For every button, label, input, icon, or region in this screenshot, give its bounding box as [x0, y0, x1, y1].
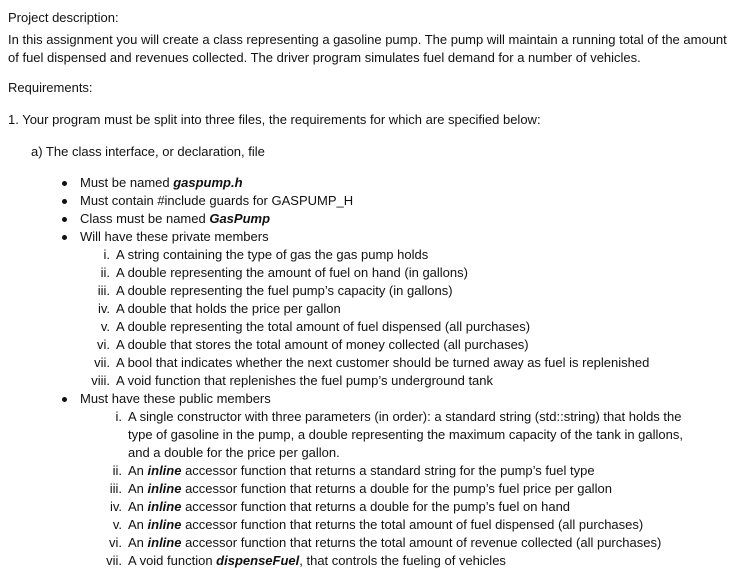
- intro-paragraph: In this assignment you will create a class representing a gasoline pump. The pump will maintain a running total of the amount of fuel dispensed and revenues collected. The driver program simulates fuel demand for a number of vehicles.: [8, 32, 727, 65]
- bullet-3-text: Class must be named: [80, 211, 210, 226]
- bullet-dot: [62, 217, 67, 222]
- private-member-text: A double representing the total amount of fuel dispensed (all purchases): [116, 319, 531, 334]
- private-member-number: viii.: [91, 373, 110, 388]
- bullet-2: Must contain #include guards for GASPUMP_H: [80, 193, 354, 208]
- public-member-number: vi.: [109, 535, 122, 550]
- private-member-text: A string containing the type of gas the gas pump holds: [116, 247, 429, 262]
- keyword: inline: [147, 517, 182, 532]
- bullet-dot: [62, 181, 67, 186]
- private-member-number: ii.: [100, 265, 110, 280]
- text-segment: accessor function that returns the total amount of fuel dispensed (all purchases): [181, 517, 644, 532]
- public-member-text: type of gasoline in the pump, a double representing the maximum capacity of the tank in gallons,: [128, 427, 683, 442]
- bullet-1: [80, 174, 243, 192]
- class-name: GasPump: [209, 211, 271, 226]
- public-member-number: vii.: [106, 553, 122, 568]
- private-member-text: A double representing the amount of fuel on hand (in gallons): [116, 265, 468, 280]
- heading: Project description:: [8, 10, 119, 25]
- private-member-number: v.: [100, 319, 110, 334]
- bullet-dot: [62, 199, 67, 204]
- bullet-dot: [62, 235, 67, 240]
- text-segment: accessor function that returns the total amount of revenue collected (all purchases): [181, 535, 662, 550]
- public-member-text: [128, 498, 570, 516]
- private-member-text: A bool that indicates whether the next customer should be turned away as fuel is replenished: [116, 355, 650, 370]
- file-name: gaspump.h: [173, 175, 243, 190]
- public-member-number: iii.: [109, 481, 122, 496]
- public-member-text: [128, 534, 661, 552]
- bullet-1-text: Must be named: [80, 175, 174, 190]
- private-member-number: iii.: [97, 283, 110, 298]
- private-member-number: vi.: [97, 337, 110, 352]
- keyword: inline: [147, 499, 182, 514]
- bullet-3: [80, 210, 270, 228]
- private-member-text: A void function that replenishes the fuel pump’s underground tank: [116, 373, 494, 388]
- bullet-4: Will have these private members: [80, 229, 269, 244]
- public-member-number: ii.: [112, 463, 122, 478]
- text-segment: accessor function that returns a double for the pump’s fuel on hand: [181, 499, 571, 514]
- keyword: inline: [147, 535, 182, 550]
- text-segment: accessor function that returns a standard string for the pump’s fuel type: [181, 463, 595, 478]
- text-segment: An: [128, 517, 148, 532]
- public-member-number: i.: [115, 409, 122, 424]
- private-member-number: i.: [103, 247, 110, 262]
- public-member-text: A single constructor with three parameters (in order): a standard string (std::string) that holds the: [128, 409, 682, 424]
- public-member-text: [128, 552, 506, 570]
- text-segment: An: [128, 499, 148, 514]
- public-member-text: and a double for the price per gallon.: [128, 445, 340, 460]
- public-member-text: [128, 462, 595, 480]
- text-segment: An: [128, 535, 148, 550]
- public-member-number: iv.: [109, 499, 122, 514]
- text-segment: accessor function that returns a double for the pump’s fuel price per gallon: [181, 481, 612, 496]
- requirements-heading: Requirements:: [8, 80, 93, 95]
- bullet-dot: [62, 397, 67, 402]
- keyword: dispenseFuel: [216, 553, 300, 568]
- public-member-text: [128, 516, 643, 534]
- public-member-text: [128, 480, 612, 498]
- bullet-5: Must have these public members: [80, 391, 271, 406]
- private-member-text: A double that stores the total amount of money collected (all purchases): [116, 337, 529, 352]
- requirement-item-1: 1. Your program must be split into three files, the requirements for which are specified below:: [8, 112, 541, 127]
- text-segment: , that controls the fueling of vehicles: [299, 553, 506, 568]
- text-segment: An: [128, 481, 148, 496]
- keyword: inline: [147, 463, 182, 478]
- public-member-number: v.: [112, 517, 122, 532]
- private-member-number: vii.: [94, 355, 110, 370]
- text-segment: A void function: [128, 553, 217, 568]
- private-member-number: iv.: [97, 301, 110, 316]
- private-member-text: A double that holds the price per gallon: [116, 301, 341, 316]
- keyword: inline: [147, 481, 182, 496]
- text-segment: An: [128, 463, 148, 478]
- sub-item-a: a) The class interface, or declaration, file: [31, 144, 265, 159]
- private-member-text: A double representing the fuel pump’s capacity (in gallons): [116, 283, 453, 298]
